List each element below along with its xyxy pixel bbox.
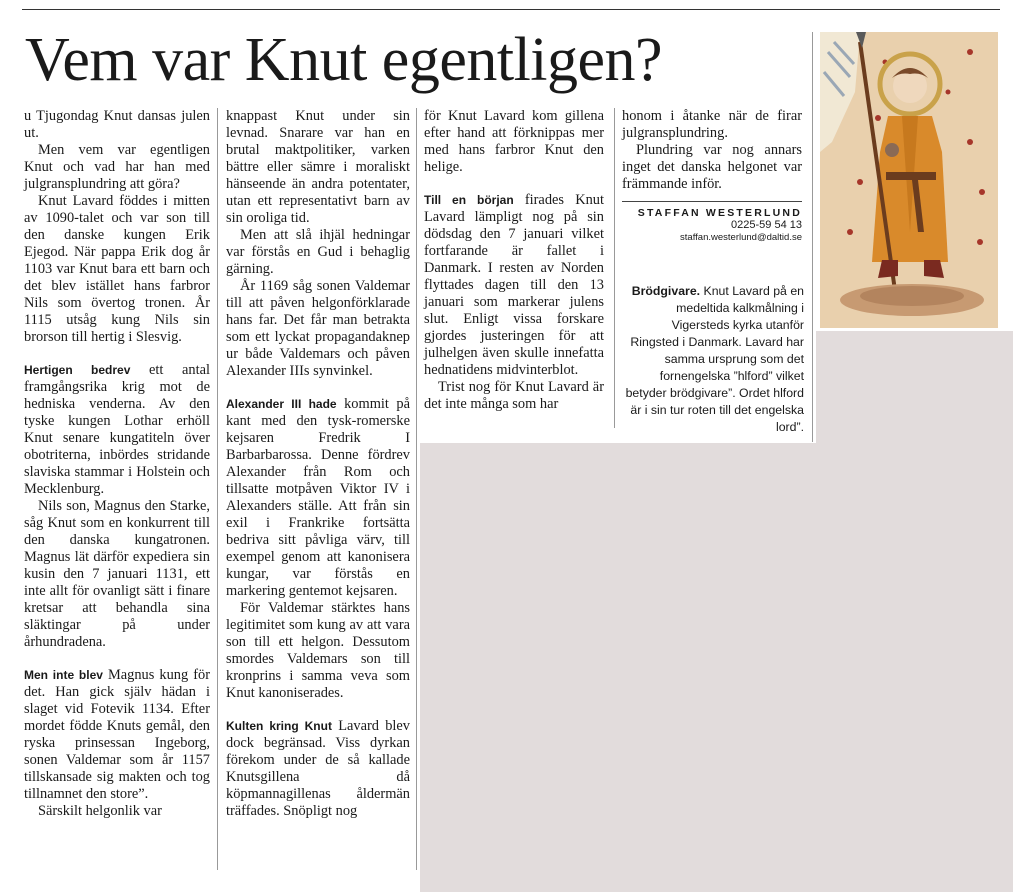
blank-ad-block-top: [816, 331, 1013, 451]
paragraph: Men vem var egentligen Knut och vad har han med julgransplundring att göra?: [24, 142, 210, 192]
paragraph: Nils son, Magnus den Starke, såg Knut som en konkurrent till den danska kungatronen. Magnus lät därför expediera sin kusin den 7 januari 1131, ett inte allt för ovanligt sätt i finare kretsar att behandla sina släktingar på under århundradena.: [24, 498, 210, 650]
paragraph: Knut Lavard föddes i mitten av 1090-talet och var son till den danske kungen Erik Ejegod. När pappa Erik dog år 1103 var Knut bara ett barn och det blev istället hans farbror Nils som övertog tronen. År 1115 utsåg kung Nils sin brorson till hertig i Slesvig.: [24, 193, 210, 345]
paragraph: u Tjugondag Knut dansas julen ut.: [24, 108, 210, 141]
section-text: kommit på kant med den tysk-romerske kejsaren Fredrik I Barbarbarossa. Denne fördrev Alexander från Rom och tillsatte motpåven Viktor IV i Alexanders ställe. Att från sin exil i Frankrike fortsätta bedriva sitt påvliga värv, till exempel genom att kanonisera kungar, var förstås en markering gentemot kejsaren.: [226, 396, 410, 599]
section-paragraph: [226, 718, 410, 820]
paragraph: honom i åtanke när de firar julgransplundring.: [622, 108, 802, 141]
caption-text: Knut Lavard på en medeltida kalkmålning i Vigersteds kyrka utanför Ringsted i Danmark. Lavard har samma ursprung som det fornengelska ”hlford” vilket betyder brödgivare”. Ordet hlford är i sin tur roten till det engelska lord”.: [625, 284, 804, 434]
headline: Vem var Knut egentligen?: [25, 26, 663, 94]
article-column-1: [24, 108, 210, 820]
section-lead: Hertigen bedrev: [24, 363, 131, 377]
byline-name: STAFFAN WESTERLUND: [637, 207, 802, 219]
section-paragraph: [424, 192, 604, 379]
column-divider: [217, 108, 218, 870]
caption-divider: [812, 32, 813, 442]
paragraph: knappast Knut under sin levnad. Snarare var han en brutal maktpolitiker, varken bättre eller sämre i moraliskt hänseende än andra potentater, utan ett representativt barn av sin oroliga tid.: [226, 108, 410, 226]
column-divider: [416, 108, 417, 870]
paragraph: Plundring var nog annars inget det danska helgonet var främmande inför.: [622, 142, 802, 192]
blank-ad-block: [420, 443, 1013, 892]
paragraph: År 1169 såg sonen Valdemar till att påven helgonförklarade hans far. Det får man betrakta som ett lyckat propagandaknep ur både Valdemars och påven Alexander IIIs synvinkel.: [226, 278, 410, 379]
section-paragraph: [24, 667, 210, 803]
fresco-illustration: [820, 32, 998, 328]
paragraph: För Valdemar stärktes hans legitimitet som kung av att vara son till ett helgon. Dessutom smordes Valdemars son till kronprins i samma veva som Knut kanoniserades.: [226, 600, 410, 701]
paragraph: Särskilt helgonlik var: [38, 803, 162, 819]
article-column-3: [424, 108, 604, 413]
fresco-photo: [820, 32, 998, 328]
column-divider: [614, 108, 615, 428]
paragraph: Men att slå ihjäl hedningar var förstås en Gud i behaglig gärning.: [226, 227, 410, 277]
section-text: Magnus kung för det. Han gick själv hädan i slaget vid Fotevik 1134. Efter mordet födde Knuts gemål, den ryska prinsessan Ingeborg, sonen Valdemar som år 1157 tillskansade sig makten och tog tillnamnet den store”.: [24, 667, 210, 802]
paragraph: för Knut Lavard kom gillena efter hand att förknippas mer med hans farbror Knut den helige.: [424, 108, 604, 175]
top-rule: [22, 9, 1000, 10]
section-text: firades Knut Lavard lämpligt nog på sin dödsdag den 7 januari vilket fortfarande är fallet i Danmark. I resten av Norden flyttades dagen till den 13 januari som markerar julens slut. Enligt vissa forskare gjordes justeringen för att julhelgen även skulle innefatta hednatidens midvinterblot.: [424, 192, 604, 378]
photo-caption: [622, 283, 804, 436]
byline: [622, 201, 802, 244]
article-column-4: [622, 108, 802, 193]
byline-email: staffan.westerlund@daltid.se: [680, 232, 802, 243]
section-text: ett antal framgångsrika krig mot de hedniska venderna. Av den tyske kungen Lothar erhöll Knut senare kungatiteln över obotriterna, inbördes stridande slaviska stammar i Holstein och Mecklenburg.: [24, 362, 210, 497]
section-lead: Kulten kring Knut: [226, 719, 332, 733]
section-paragraph: [24, 362, 210, 498]
article-column-2: [226, 108, 410, 820]
byline-phone: 0225-59 54 13: [731, 219, 802, 231]
section-paragraph: [226, 396, 410, 600]
section-text: Lavard blev dock begränsad. Viss dyrkan förekom under de så kallade Knutsgillena då köpmannagillenas åldermän träffades. Snöpligt nog: [226, 718, 410, 819]
paragraph: Trist nog för Knut Lavard är det inte många som har: [424, 379, 604, 412]
section-lead: Alexander III hade: [226, 397, 337, 411]
caption-title: Brödgivare.: [631, 284, 701, 298]
section-lead: Till en början: [424, 193, 514, 207]
section-lead: Men inte blev: [24, 668, 103, 682]
